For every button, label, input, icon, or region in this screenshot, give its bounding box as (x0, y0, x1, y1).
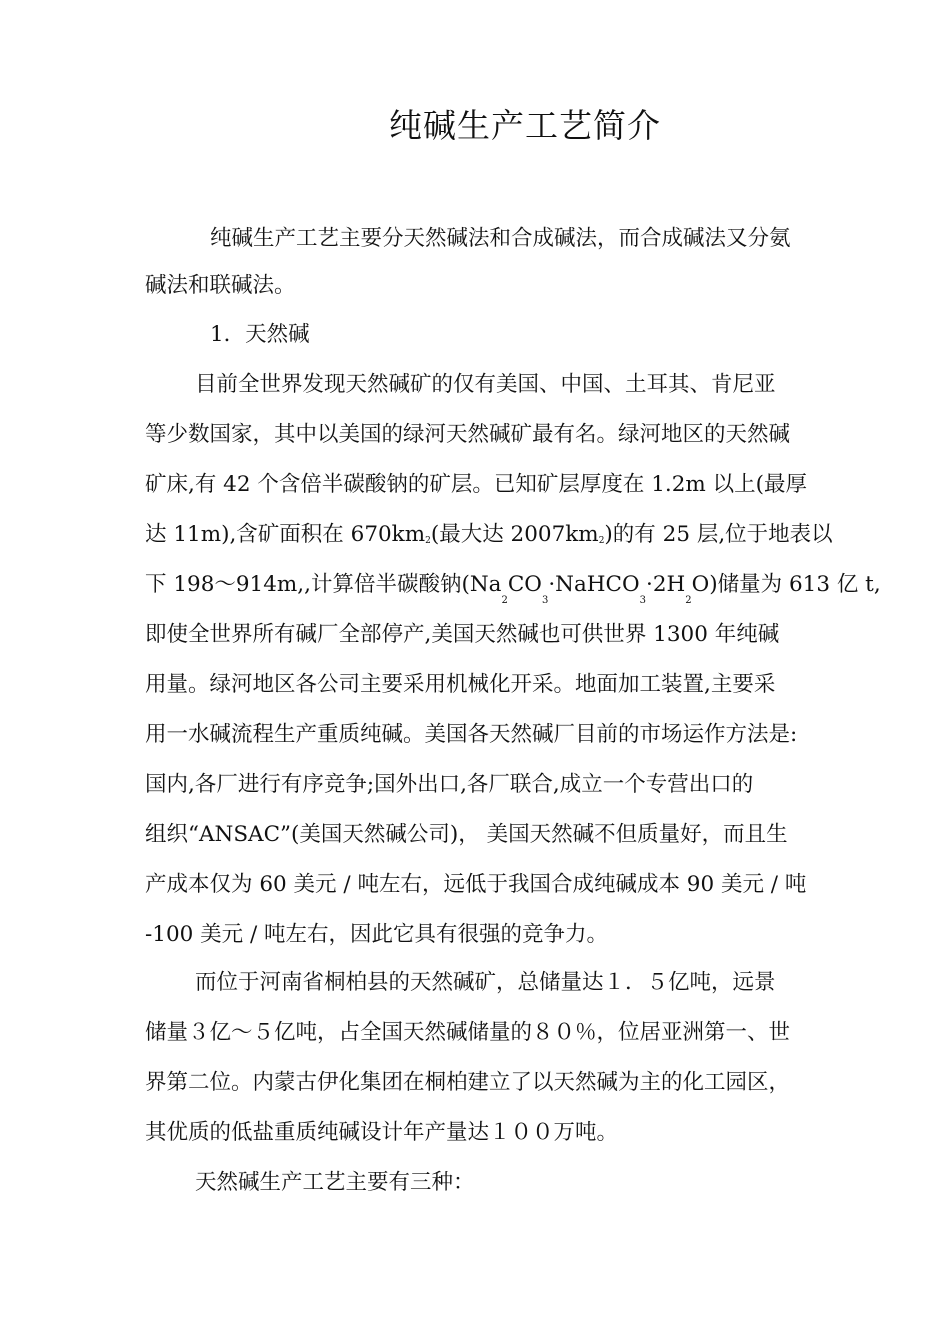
paragraph-line: 组织“ANSAC”(美国天然碱公司)， 美国天然碱不但质量好，而且生 (145, 822, 788, 847)
paragraph-line: 纯碱生产工艺主要分天然碱法和合成碱法，而合成碱法又分氨 (210, 226, 791, 251)
paragraph-line: 用量。绿河地区各公司主要采用机械化开采。地面加工装置,主要采 (145, 672, 776, 697)
paragraph-line: 达 11m),含矿面积在 $670km_2$(最大达 $2007km_2$)的有 25 层,位于地表以 (145, 522, 833, 547)
paragraph-line: 而位于河南省桐柏县的天然碱矿，总储量达１．５亿吨，远景 (195, 970, 776, 995)
paragraph-line: 等少数国家，其中以美国的绿河天然碱矿最有名。绿河地区的天然碱 (145, 422, 791, 447)
document-title: 纯碱生产工艺简介 (389, 106, 661, 145)
paragraph-line: 国内,各厂进行有序竞争;国外出口,各厂联合,成立一个专营出口的 (145, 772, 754, 797)
section-heading: 1．天然碱 (210, 322, 310, 347)
paragraph-line: 界第二位。内蒙古伊化集团在桐柏建立了以天然碱为主的化工园区， (145, 1070, 791, 1095)
paragraph-line: 储量３亿～５亿吨，占全国天然碱储量的８０％，位居亚洲第一、世 (145, 1020, 791, 1045)
paragraph-line: 即使全世界所有碱厂全部停产,美国天然碱也可供世界 1300 年纯碱 (145, 622, 780, 647)
paragraph-line: 产成本仅为 60 美元 / 吨左右，远低于我国合成纯碱成本 90 美元 / 吨 (145, 872, 807, 897)
formula-line: 下 198～914m,,计算倍半碳酸钠$(Na_2CO_3\cdot NaHCO_3\cdot 2H_2O)$储量为 613 亿 t, (145, 572, 881, 606)
paragraph-line: 碱法和联碱法。 (145, 273, 296, 298)
paragraph-line: 天然碱生产工艺主要有三种： (195, 1170, 475, 1195)
paragraph-line: 用一水碱流程生产重质纯碱。美国各天然碱厂目前的市场运作方法是: (145, 722, 798, 747)
paragraph-line: 矿床,有 42 个含倍半碳酸钠的矿层。已知矿层厚度在 1.2m 以上(最厚 (145, 472, 807, 497)
paragraph-line: -100 美元 / 吨左右，因此它具有很强的竞争力。 (145, 922, 609, 947)
paragraph-line: 其优质的低盐重质纯碱设计年产量达１００万吨。 (145, 1120, 619, 1145)
paragraph-line: 目前全世界发现天然碱矿的仅有美国、中国、土耳其、肯尼亚 (195, 372, 776, 397)
